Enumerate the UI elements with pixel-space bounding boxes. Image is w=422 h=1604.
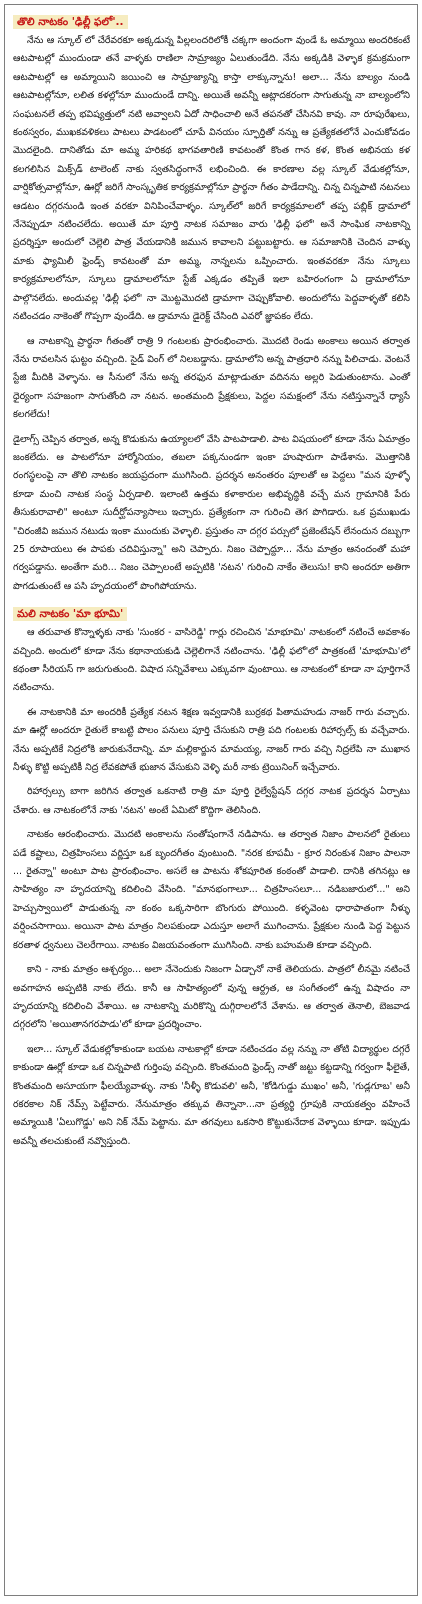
paragraph: ఇలా... స్కూల్ వేడుకల్లోకాకుండా బయట నాటకాల్లో కూడా నటించడం వల్ల నన్ను నా తోటి విద్యార్థుల దగ్గరే కాకుండా ఊర్లో కూడా ఒక చిన్నపాటి గుర్తింపు వచ్చింది. కొంతమంది ఫ్రెండ్స్ నాతో జట్టు కట్టడాన్ని గర్వంగా ఫీలైతే, కొంతమంది అసూయగా ఫీలయ్యేవాళ్ళు. నాకు 'నీళ్ళీ కొడువలి' అనీ, 'కోడిగుడ్డు ముఖం' అనీ, 'గుడ్లగూబ' అనీ రకరకాల నిక్ నేమ్స్ పెట్టేవారు. నేనుమాత్రం తక్కువ తిన్నానా...నా ప్రత్యర్థి గ్రూపుకి నాయకత్వం వహించే అమ్మాయికి 'ఏలుగొడ్డు' అని నిక్ నేమ్ పెట్టాను. మా తగవులు ఒకసారి కొట్టుకునేదాక వెళ్ళాయి కూడా. ఇప్పుడు అవన్నీ తలచుకుంటే నవ్వొస్తుంది.: [13, 1043, 410, 1147]
article-page: [4, 4, 418, 1596]
section-heading-second-play: మలి నాటకం 'మా భూమి': [13, 607, 127, 621]
paragraph: నాటకం ఆరంభించారు. మొదటి అంకాలను సంతోషంగానే నడిపాను. ఆ తర్వాత నిజాం పాలనలో రైతులు పడే కష్టాలు, చిత్రహింసలు వర్ణిస్తూ ఒక బృందగీతం వుంటుంది. "నరక కూపమీ - క్రూర నిరంకుశ నిజాం పాలనా ... రైతన్నా" అంటూ పాట ప్రారంభించాం. అసలే ఆ పాటను శోకపూరిత కంఠంతో పాడాలి. దానికి తగినట్లు ఆ సాహిత్యం నా హృదయాన్ని కదిలించి వేసింది. "మానభంగాలూ... చిత్రహింసలూ... నడిబజారులో..." అని హెచ్చుస్వాయిలో పాడుతున్న నా కంఠం ఒక్కసారిగా బొంగురు పోయింది. కళ్ళవెంట ధారాపాతంగా నీళ్ళు వర్షించసాగాయి. అయినా పాట మాత్రం నిలపకుండా ఎదుస్తూ అలాగే ముగించాను. ప్రేక్షకుల నుండి పెద్ద పెట్టున కరతాళ ధ్వనులు చెలరేగాయి. నాటకం విజయవంతంగా ముగిసింది. నాకు బహుమతి కూడా వచ్చింది.: [13, 829, 410, 951]
paragraph: ఈ నాటకానికి మా అందరికీ ప్రత్యేక నటన శిక్షణ ఇవ్వడానికి బుర్రకథ పితామహుడు నాజర్ గారు వచ్చారు. మా ఊర్లో అందరూ రైతులే కాబట్టి పొలం పనులు పూర్తి చేసుకుని రాత్రి పది గంటలకు రిహార్సల్స్ కు వచ్చేవారు. నేను అప్పటికే నిద్రలోకి జారుకునేదాన్ని. మా మల్లికార్జున మామయ్య, నాజర్ గారు వచ్చి నిద్రలేపి నా ముఖాన నీళ్ళు కొట్టి అప్పటికీ నిద్ర లేవకపోతే భుజాన వేసుకుని వెళ్ళి మరీ నాకు ట్రెయినింగ్ ఇచ్చేవారు.: [13, 706, 410, 774]
paragraph: డైలాగ్స్ చెప్పిన తర్వాత, అన్న కొడుకును ఉయ్యాలలో వేసి పాటపాడాలి. పాట విషయంలో కూడా నేను ఏమాత్రం జంకలేదు. ఆ పాటలోనూ హార్మోనియం, తబలా పక్కనుండగా ఇంకా హుషారుగా పాడేశాను. మొత్తానికి రంగస్థలంపై నా తొలి నాటకం జయప్రదంగా ముగిసింది. ప్రదర్శన అనంతరం పూలతో ఆ పెద్దలు "మన పూళ్ళో కూడా మంచి నాటక సంస్థ ఏర్పడాలి. ఇలాంటి ఉత్తమ కళాకారుల అభివృద్ధికి వచ్చే మన గ్రామానికి పేరు తీసుకురావాలి" అంటూ సుదీర్ఘోపన్యాసాలు ఇచ్చారు. ప్రత్యేకంగా నా గురించి తెగ పొగిడారు. ఒక ప్రముఖుడు "చిరంజీవి జమున నటుడు ఇంకా ముందుకు వెళ్ళాలి. ప్రస్తుతం నా దగ్గర పర్సులో ప్రజెంటేషన్ లేనందున దబ్బుగా 25 రూపాయలు ఈ పాపకు చదివిస్తున్నా" అని చెప్పారు. నిజం చెప్పొద్దూ... నేను మాత్రం ఆనందంతో మహా గర్వపడ్డాను. అంతేగా మరి... నిజం చెప్పాలంటే అప్పటికి 'నటన' గురించి నాకేం తెలుసు! కాని అందరూ అతిగా పొగడుతుంటే ఆ పసి హృదయంలో పొంగిపోయాను.: [13, 433, 410, 592]
paragraph: ఆ నాటకాన్ని ప్రార్థనా గీతంతో రాత్రి 9 గంటలకు ప్రారంభించారు. మొదటి రెండు అంకాలు అయిన తర్వాత నేను రావలసిన ఘట్టం వచ్చింది. సైడ్ వింగ్ లో నిలబడ్డాను. డ్రామాలోని అన్న పాత్రధారి నన్ను పిలిచాడు. వెంటనే స్టేజి మీదికి వెళ్ళాను. ఆ సీనులో నేను అన్న తరఫున మాట్లాడుతూ వదినను అల్లరి పెడుతుంటాను. ఎంతో ధైర్యంగా సహజంగా సాగుతోంది నా నటన. అంతమంది ప్రేక్షకులు, పెద్దల సమక్షంలో నేను నటిస్తున్నానే ధ్యాసే కలగలేదు!: [13, 335, 410, 421]
paragraph: కాని - నాకు మాత్రం ఆశ్చర్యం... అలా నేనెందుకు నిజంగా ఏడ్చానో నాకే తెలియదు. పాత్రలో లీనమై నటించే అవగాహన అప్పటికి నాకు లేదు. కానీ ఆ సాహిత్యంలో వున్న ఆర్ద్రత, ఆ సంగీతంలో ఉన్న విషాదం నా హృదయాన్ని కదిలించి వేశాయి. ఆ నాటకాన్ని మరికొన్ని దుగ్గిరాలలోనే వేశాను. ఆ తర్వాత తెనాలి, బెజవాడ దగ్గరలోని 'అయితానగరపాడు'లో కూడా ప్రదర్శించాం.: [13, 964, 410, 1031]
paragraph: రిహార్సల్సు బాగా జరిగిన తర్వాత ఒకనాటి రాత్రి మా పూర్తి రైల్వేస్టేషన్ దగ్గర నాటక ప్రదర్శన ఏర్పాటు చేశారు. ఆ నాటకంలోనే నాకు 'నటన' అంటే ఏమిటో కొద్దిగా తెలిసింది.: [13, 786, 410, 816]
paragraph: ఆ తరువాత కొన్నాళ్ళకు నాకు 'సుంకర - వాసిరెడ్డి' గార్లు రచించిన 'మాభూమి' నాటకంలో నటించే అవకాశం వచ్చింది. అందులో కూడా నేను కథానాయకుడి చెల్లెలిగానే నటించాను. 'ఢిల్లీ ఫలో'లో పాత్రకంటే 'మాభూమి'లో కథంతా సీరియస్ గా జరుగుతుంది. విషాద సన్నివేశాలు ఎక్కువగా వుంటాయి. ఆ నాటకంలో కూడా నా పూర్తిగానే నటించాను.: [13, 627, 410, 694]
paragraph: నేను ఆ స్కూల్ లో చేరేవరకూ అక్కడున్న పిల్లలందరిలోకీ చక్కగా అందంగా వుండే ఓ అమ్మాయి అందరికంటే ఆటపాటల్లో ముందుండా తనే వాళ్ళకు రాణిలా సామ్రాజ్యం ఏలుతుండేది. నేను అక్కడికి వెళ్ళాక క్రమక్రమంగా ఆటపాటల్లో ఆ అమ్మాయిని జయించి ఆ సామ్రాజ్యాన్ని కాస్తా లాక్కున్నాను! అలా... నేను బాల్యం నుండి ఆటపాటల్లోనూ, లలిత కళల్లోనూ ముందుండే దాన్ని. అయితే అవన్నీ ఆట్లాదకరంగా సాగుతున్న నా బాల్యంలోని సంఘటనలే తప్ప భవిష్యత్తులో నటి అవ్వాలని ఏదో సాధించాలి అనే తపనతో చేసినవి కావు. నా రూపురేఖలు, కంఠస్వరం, ముఖకవళికలు పాటలు పాడటంలో చూపే వినయం స్ఫూర్తితో నన్ను ఆ ప్రత్యేకతలోనే ఎంచుకోవడం మొదలైంది. దానితోడు మా అమ్మ హరికథ భాగవతారిణి కావటంతో కొంత గాన కళ, కొంత అభినయ కళ కలగలిసిన మిక్స్‌డ్ టాలెంట్ నాకు స్వతసిద్ధంగానే లభించింది. ఈ కారణాల వల్ల స్కూల్ వేడుకల్లోనూ, వార్షికోత్సవాల్లోనూ, ఊర్లో జరిగే సాంస్కృతిక కార్యక్రమాల్లోనూ ప్రార్థనా గీతం పాడేదాన్ని. చిన్న చిన్నపాటి నటనలు ఆడటం దగ్గరనుండి ఇంత వరకూ వినిపించేవాళ్ళం. స్కూల్‌లో జరిగే కార్యక్రమాలలో తప్ప పబ్లిక్ డ్రామాలో నేనెప్పుడూ నటించలేదు. అయితే మా పూర్తి నాటక సమాజం వారు 'ఢిల్లీ ఫలో' అనే సాంఘిక నాటకాన్ని ప్రదర్శిస్తూ అందులో చెల్లెలి పాత్ర వేయడానికి జమున కావాలని పట్టుబట్టారు. ఆ సమాజానికి చెందిన వాళ్ళు మాకు ఫ్యామిలీ ఫ్రెండ్స్ కావటంతో మా అమ్మ, నాన్నలను ఒప్పించారు. ఇంతవరకూ నేను స్కూలు కార్యక్రమాలలోనూ, స్కూలు డ్రామాలలోనూ స్టేజ్ ఎక్కడం తప్పితే ఇలా బహిరంగంగా ఏ డ్రామాలోనూ పాల్గొనలేదు. అందువల్ల 'ఢిల్లీ ఫలో' నా మొట్టమొదటి డ్రామాగా చెప్పుకోవాలి. అందులోను పెద్దవాళ్ళతో కలిసి నటించడం నాకెంతో గొప్పగా వుండేది. ఆ డ్రామాను డైరెక్ట్ చేసింది ఎవరో జ్ఞాపకం లేదు.: [13, 35, 410, 323]
section-heading-first-play: తొలి నాటకం 'ఢిల్లీ ఫలో'..: [13, 15, 128, 29]
